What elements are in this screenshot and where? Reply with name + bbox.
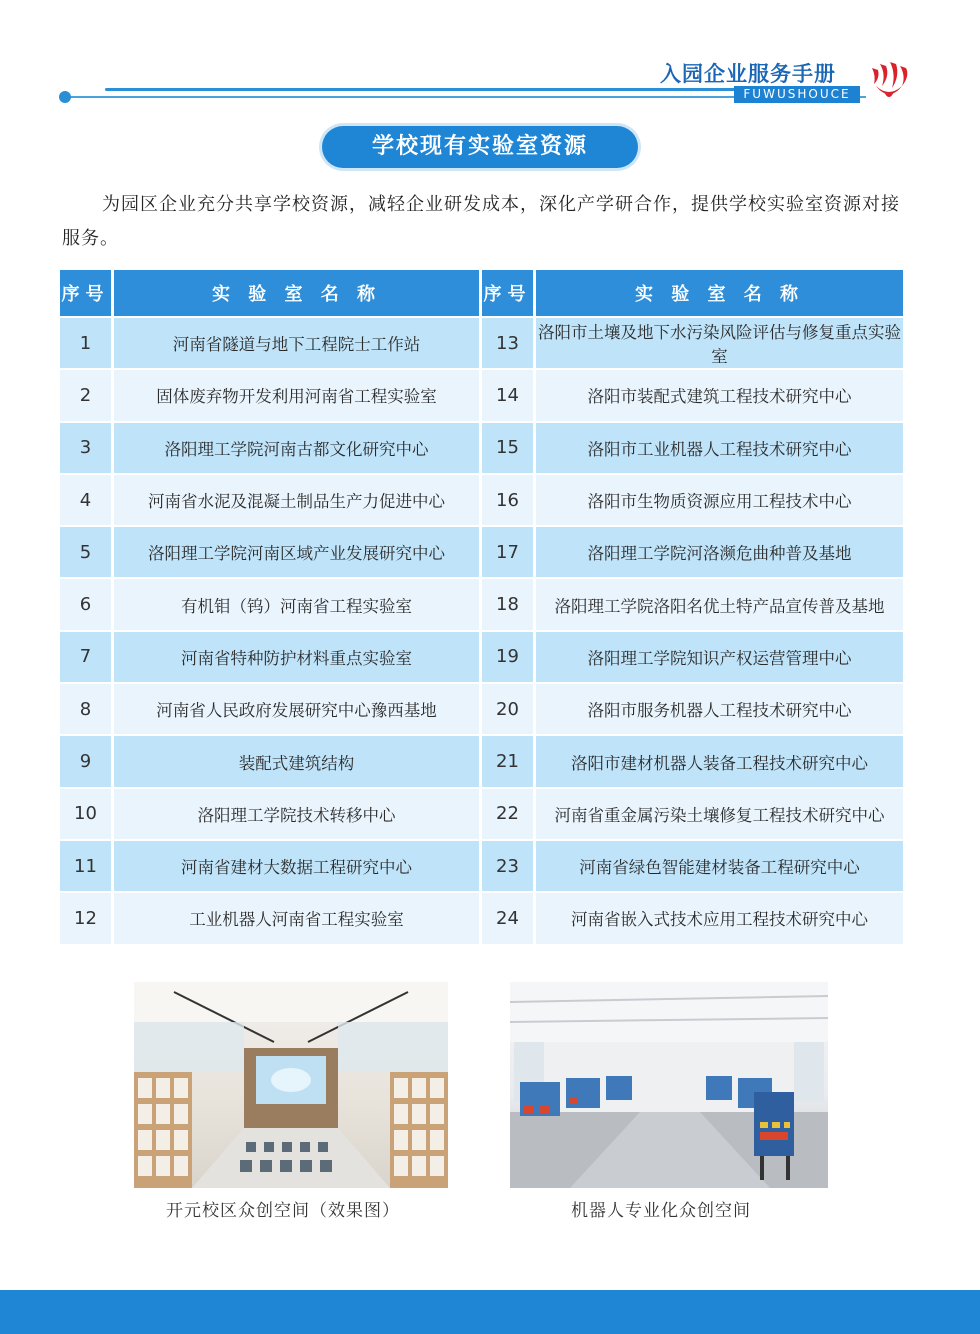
row-index: 7 bbox=[60, 630, 114, 682]
lab-name: 洛阳市装配式建筑工程技术研究中心 bbox=[536, 368, 903, 420]
row-index: 10 bbox=[60, 787, 114, 839]
header-name-left: 实 验 室 名 称 bbox=[114, 270, 482, 316]
row-index: 16 bbox=[482, 473, 536, 525]
photo-caption: 机器人专业化众创空间 bbox=[571, 1201, 751, 1221]
footer-band bbox=[0, 1290, 980, 1334]
table-row bbox=[60, 525, 903, 577]
table-row bbox=[60, 787, 903, 839]
lab-name: 洛阳理工学院河南古都文化研究中心 bbox=[114, 421, 482, 473]
lab-name: 河南省建材大数据工程研究中心 bbox=[114, 839, 482, 891]
row-index: 21 bbox=[482, 734, 536, 786]
flame-logo-icon bbox=[866, 58, 912, 102]
lab-name: 洛阳理工学院河南区域产业发展研究中心 bbox=[114, 525, 482, 577]
lab-name: 有机钼（钨）河南省工程实验室 bbox=[114, 577, 482, 629]
makerspace-illustration bbox=[134, 982, 448, 1188]
lab-name: 河南省重金属污染土壤修复工程技术研究中心 bbox=[536, 787, 903, 839]
intro-paragraph: 为园区企业充分共享学校资源，减轻企业研发成本，深化产学研合作，提供学校实验室资源对接服务。 bbox=[62, 194, 900, 249]
lab-name: 洛阳市工业机器人工程技术研究中心 bbox=[536, 421, 903, 473]
table-row bbox=[60, 421, 903, 473]
section-title: 学校现有实验室资源 bbox=[322, 126, 638, 168]
header-index-left: 序号 bbox=[60, 270, 114, 316]
handbook-title: 入园企业服务手册 bbox=[660, 62, 836, 86]
row-index: 6 bbox=[60, 577, 114, 629]
page-header bbox=[0, 0, 980, 110]
lab-name: 洛阳市生物质资源应用工程技术中心 bbox=[536, 473, 903, 525]
kaiyuan-makerspace-photo bbox=[134, 982, 448, 1188]
row-index: 3 bbox=[60, 421, 114, 473]
lab-name: 河南省水泥及混凝土制品生产力促进中心 bbox=[114, 473, 482, 525]
table-row bbox=[60, 734, 903, 786]
handbook-subtitle: FUWUSHOUCE bbox=[734, 86, 860, 103]
robot-lab-illustration bbox=[510, 982, 828, 1188]
lab-name: 固体废弃物开发利用河南省工程实验室 bbox=[114, 368, 482, 420]
lab-name: 洛阳理工学院河洛濒危曲种普及基地 bbox=[536, 525, 903, 577]
table-row bbox=[60, 630, 903, 682]
lab-name: 洛阳市土壤及地下水污染风险评估与修复重点实验室 bbox=[536, 316, 903, 368]
lab-name: 河南省嵌入式技术应用工程技术研究中心 bbox=[536, 891, 903, 943]
row-index: 15 bbox=[482, 421, 536, 473]
table-row bbox=[60, 839, 903, 891]
row-index: 20 bbox=[482, 682, 536, 734]
row-index: 22 bbox=[482, 787, 536, 839]
table-row bbox=[60, 682, 903, 734]
lab-name: 河南省绿色智能建材装备工程研究中心 bbox=[536, 839, 903, 891]
header-index-right: 序号 bbox=[482, 270, 536, 316]
row-index: 19 bbox=[482, 630, 536, 682]
table-row bbox=[60, 577, 903, 629]
header-dot bbox=[59, 91, 71, 103]
table-row bbox=[60, 316, 903, 368]
lab-name: 洛阳市建材机器人装备工程技术研究中心 bbox=[536, 734, 903, 786]
table-row bbox=[60, 368, 903, 420]
table-row bbox=[60, 473, 903, 525]
header-accent-rule bbox=[105, 88, 743, 91]
lab-name: 河南省人民政府发展研究中心豫西基地 bbox=[114, 682, 482, 734]
row-index: 5 bbox=[60, 525, 114, 577]
lab-name: 洛阳理工学院洛阳名优土特产品宣传普及基地 bbox=[536, 577, 903, 629]
table-row bbox=[60, 891, 903, 943]
table-header-row bbox=[60, 270, 903, 316]
row-index: 9 bbox=[60, 734, 114, 786]
row-index: 24 bbox=[482, 891, 536, 943]
lab-name: 工业机器人河南省工程实验室 bbox=[114, 891, 482, 943]
lab-name: 装配式建筑结构 bbox=[114, 734, 482, 786]
row-index: 11 bbox=[60, 839, 114, 891]
row-index: 4 bbox=[60, 473, 114, 525]
row-index: 1 bbox=[60, 316, 114, 368]
lab-name: 洛阳市服务机器人工程技术研究中心 bbox=[536, 682, 903, 734]
row-index: 2 bbox=[60, 368, 114, 420]
row-index: 8 bbox=[60, 682, 114, 734]
lab-resource-table bbox=[60, 270, 903, 944]
robot-makerspace-photo bbox=[510, 982, 828, 1188]
row-index: 14 bbox=[482, 368, 536, 420]
row-index: 17 bbox=[482, 525, 536, 577]
photo-caption: 开元校区众创空间（效果图） bbox=[166, 1201, 400, 1221]
lab-name: 洛阳理工学院知识产权运营管理中心 bbox=[536, 630, 903, 682]
header-name-right: 实 验 室 名 称 bbox=[536, 270, 903, 316]
row-index: 23 bbox=[482, 839, 536, 891]
row-index: 18 bbox=[482, 577, 536, 629]
lab-name: 河南省特种防护材料重点实验室 bbox=[114, 630, 482, 682]
lab-name: 洛阳理工学院技术转移中心 bbox=[114, 787, 482, 839]
row-index: 13 bbox=[482, 316, 536, 368]
lab-name: 河南省隧道与地下工程院士工作站 bbox=[114, 316, 482, 368]
row-index: 12 bbox=[60, 891, 114, 943]
